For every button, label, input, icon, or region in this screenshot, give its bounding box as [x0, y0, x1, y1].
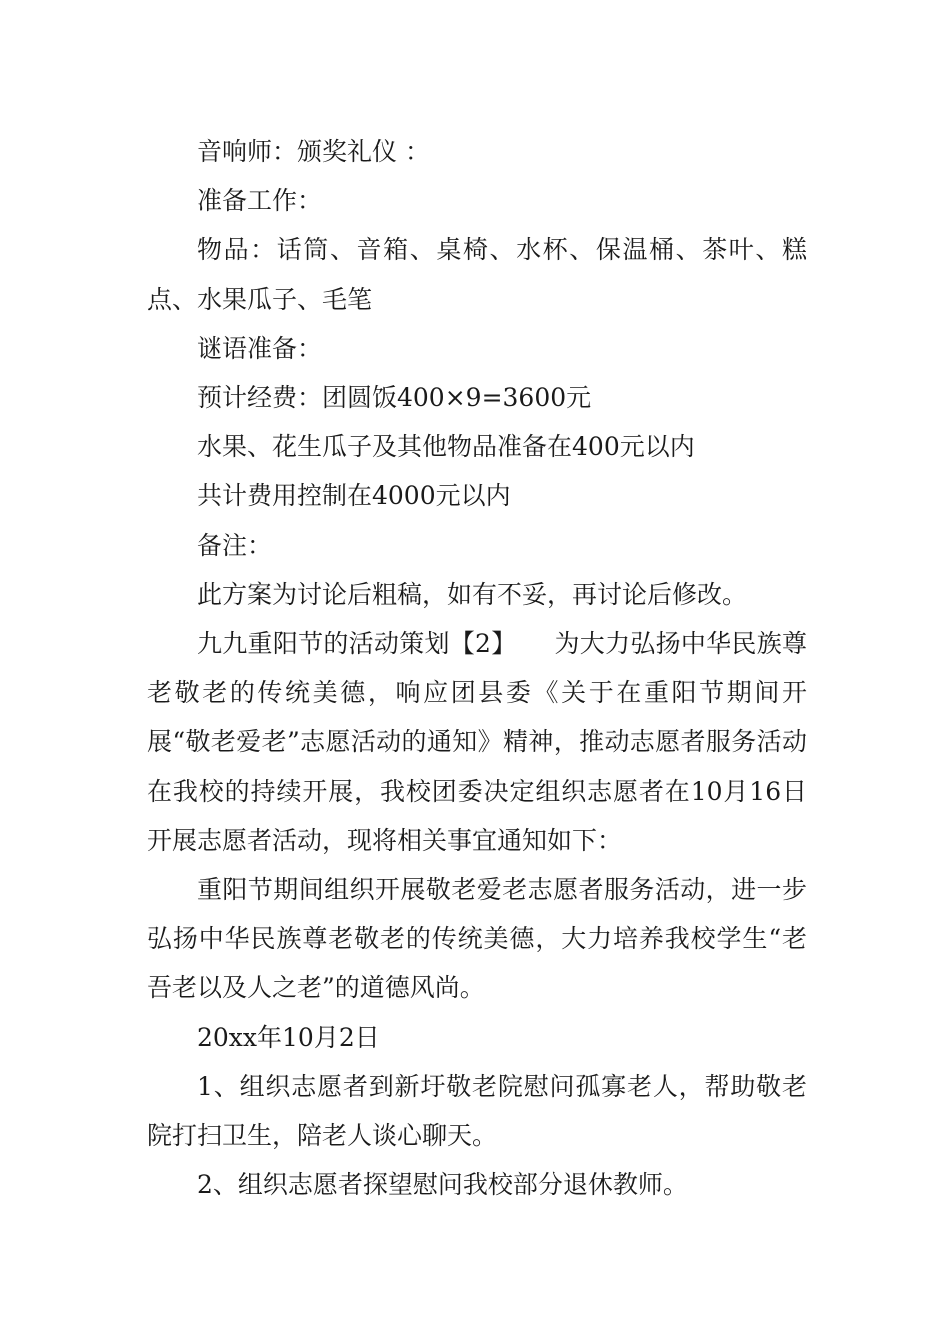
paragraph-fruit-budget: 水果、花生瓜子及其他物品准备在400元以内	[197, 432, 695, 462]
paragraph-preparation-heading: 准备工作：	[197, 186, 323, 216]
paragraph-budget: 预计经费：团圆饭400×9=3600元	[197, 383, 592, 413]
paragraph-sound-engineer: 音响师：颁奖礼仪 ：	[197, 137, 430, 166]
paragraph-purpose: 重阳节期间组织开展敬老爱老志愿者服务活动，进一步弘扬中华民族尊老敬老的传统美德，大力培养我校学生“老吾老以及人之老”的道德风尚。	[147, 875, 807, 1003]
paragraph-notes-heading: 备注：	[197, 530, 273, 560]
paragraph-date: 20xx年10月2日	[197, 1022, 380, 1052]
paragraph-riddle-preparation: 谜语准备：	[197, 333, 323, 363]
paragraph-items: 物品：话筒、音箱、桌椅、水杯、保温桶、茶叶、糕点、水果瓜子、毛笔	[147, 235, 807, 314]
paragraph-notes: 此方案为讨论后粗稿，如有不妥，再讨论后修改。	[197, 579, 748, 609]
document-body	[147, 127, 807, 1209]
paragraph-activity-2: 2、组织志愿者探望慰问我校部分退休教师。	[197, 1170, 688, 1200]
paragraph-total-cost: 共计费用控制在4000元以内	[197, 481, 511, 511]
paragraph-plan-2-intro: 九九重阳节的活动策划【2】 为大力弘扬中华民族尊老敬老的传统美德，响应团县委《关于在重阳节期间开展“敬老爱老”志愿活动的通知》精神，推动志愿者服务活动在我校的持续开展，我校团委决定组织志愿者在10月16日开展志愿者活动，现将相关事宜通知如下：	[147, 629, 807, 855]
paragraph-activity-1: 1、组织志愿者到新圩敬老院慰问孤寡老人，帮助敬老院打扫卫生，陪老人谈心聊天。	[147, 1071, 807, 1151]
